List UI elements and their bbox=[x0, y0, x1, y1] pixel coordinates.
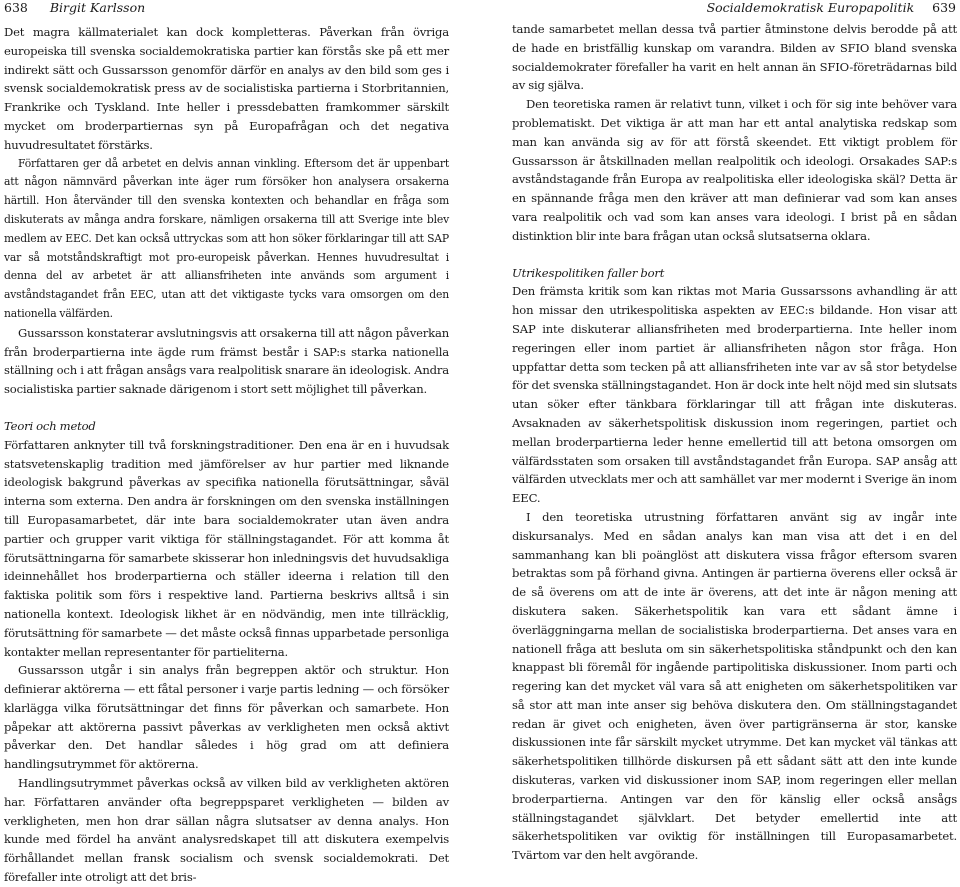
paragraph: Författaren anknyter till två forskningstraditioner. Den ena är en i huvudsak statsvetenskaplig tradition med jämförelser av hur partier med liknande ideologisk bakgrund påverkas av specifika nationella förutsättningar, såväl interna som externa. Den andra är forskningen om den svenska inställningen till Europasamarbetet, där inte bara socialdemokrater utan även andra partier och grupper varit viktiga för ställningstagandet. För att komma åt förutsättningarna för samarbete skisserar hon inledningsvis det huvudsakliga ideinnehållet hos broderpartierna och ställer ideerna i relation till den faktiska politik som förs i respektive land. Partierna beskrivs alltså i sin nationella kontext. Ideologisk likhet är en nödvändig, men inte tillräcklig, förutsättning för samarbete — det måste också finnas upparbetade personliga kontakter mellan representanter för partieliterna. bbox=[4, 437, 449, 659]
paragraph: Det magra källmaterialet kan dock kompletteras. Påverkan från övriga europeiska till svenska socialdemokratiska partier kan förstås ske på ett mer indirekt sätt och Gussarsson genomför därför en analys av den bild som ges i svensk socialdemokratisk press av de socialistiska partierna i Storbritannien, Frankrike och Tyskland. Inte heller i pressdebatten framkommer särskilt mycket om broderpartiernas syn på Europafrågan och det negativa huvudresultatet förstärks. bbox=[4, 25, 449, 152]
right-page bbox=[512, 0, 957, 863]
paragraph: I den teoretiska utrustning författaren använt sig av ingår inte diskursanalys. Med en sådan analys kan man visa att det i en del sammanhang kan bli poänglöst att diskutera vissa frågor eftersom svaren betraktas som på förhand givna. Antingen är partierna överens eller också är de så överens om att de inte är överens, att det inte är någon mening att diskutera saken. Säkerhetspolitik kan vara ett sådant ämne i överläggningarna mellan de socialistiska broderpartierna. Det anses vara en nationell fråga att beslutа om sin säkerhetspolitiska ståndpunkt och den kan knappast bli föremål för ingående partipolitiska diskussioner. Inom parti och regering kan det mycket väl vara så att enigheten om säkerhetspolitiken var så stor att man inte anser sig behöva diskutera den. Om ställningstagandet redan är givet och enigheten, även över partigränserna är stor, kanske diskussionen inte får särskilt mycket utrymme. Det kan mycket väl tänkas att säkerhetspolitiken tillhörde diskursen på ett sådant sätt att den inte kunde diskuteras, varken vid diskussioner inom SAP, inom regeringen eller mellan broderpartierna. Antingen var den för känslig eller också ansågs ställningstagandet självklart. Det betyder emellertid inte att säkerhetspolitiken var oviktig för inställningen till Europasamarbetet. Tvärtom var den helt avgörande. bbox=[512, 509, 957, 863]
right-running-head bbox=[512, 0, 957, 16]
left-running-title: Birgit Karlsson bbox=[49, 0, 146, 15]
left-body-text bbox=[4, 23, 449, 887]
paragraph: Gussarsson utgår i sin analys från begreppen aktör och struktur. Hon definierar aktörerna — ett fåtal personer i varje partis ledning — och försöker klarlägga vilka förutsättningar det finns för påverkan och samarbete. Hon påpekar att aktörerna passivt påverkas av verkligheten men också aktivt påverkar den. Det handlar således i hög grad om att definiera handlingsutrymmet för aktörerna. bbox=[4, 663, 449, 772]
left-page-number: 638 bbox=[4, 0, 28, 15]
left-page bbox=[4, 0, 449, 885]
section-heading: Teori och metod bbox=[4, 418, 96, 433]
right-body-text bbox=[512, 20, 957, 865]
paragraph: Gussarsson konstaterar avslutningsvis att orsakerna till att någon påverkan från broderpartierna inte ägde rum främst består i SAP:s starka nationella ställning och i att frågan ansågs vara realpolitisk snarare än ideologisk. Andra socialistiska partier saknade därigenom i stort sett möjlighet till påverkan. bbox=[4, 325, 449, 397]
paragraph: Författaren ger då arbetet en delvis annan vinkling. Eftersom det är uppenbart att någon nämnvärd påverkan inte äger rum försöker hon analysera orsakerna härtill. Hon återvänder till den svenska kontexten och behandlar en fråga som diskuterats av många andra forskare, nämligen orsakerna till att Sverige inte blev medlem av EEC. Det kan också uttryckas som att hon söker förklaringar till att SAP var så motståndskraftigt mot pro-europeisk påverkan. Hennes huvudresultat i denna del av arbetet är att alliansfriheten inte används som argument i avståndstagandet från EEC, utan att det viktigaste tycks vara omsorgen om den nationella välfärden. bbox=[4, 156, 449, 320]
right-page-number: 639 bbox=[932, 0, 956, 15]
paragraph: Handlingsutrymmet påverkas också av vilken bild av verkligheten aktören har. Författaren använder ofta begreppsparet verkligheten — bilden av verkligheten, men hon drar sällan några slutsatser av denna analys. Hon kunde med fördel ha använt analysredskapet till att diskutera exempelvis förhållandet mellan fransk socialism och svensk socialdemokrati. Det förefaller inte otroligt att det bris- bbox=[4, 776, 449, 885]
right-running-title: Socialdemokratisk Europapolitik bbox=[706, 0, 915, 15]
paragraph: Den teoretiska ramen är relativt tunn, vilket i och för sig inte behöver vara problematiskt. Det viktiga är att man har ett antal analytiska redskap som man kan använda sig av för att förstå skeendet. Ett viktigt problem för Gussarsson är åtskillnaden mellan realpolitik och ideologi. Orsakades SAP:s avståndstagande från Europa av realpolitiska eller ideologiska skäl? Detta är en spännande fråga men den kräver att man definierar vad som kan anses vara realpolitik och vad som kan anses vara ideologi. I brist på en sådan distinktion blir inte bara frågan utan också slutsatserna oklara. bbox=[512, 97, 957, 243]
left-running-head bbox=[4, 0, 449, 16]
section-heading: Utrikespolitiken faller bort bbox=[512, 265, 665, 280]
paragraph: Den främsta kritik som kan riktas mot Maria Gussarssons avhandling är att hon missar den utrikespolitiska aspekten av EEC:s bildande. Hon visar att SAP inte diskuterar alliansfriheten med broderpartierna. Inte heller inom regeringen eller inom partiet är alliansfriheten någon stor fråga. Hon uppfattar detta som tecken på att alliansfriheten inte var av så stor betydelse för det svenska ställningstagandet. Hon är dock inte helt nöjd med sin slutsats utan söker efter tänkbara förklaringar till att frågan inte diskuteras. Avsaknaden av säkerhetspolitisk diskussion inom regeringen, partiet och mellan broderpartierna leder henne emellertid till att betona omsorgen om välfärdsstaten som orsaken till avståndstagandet från Europa. SAP ansåg att välfärden utvecklats mer och att samhället var mer modernt i Sverige än inom EEC. bbox=[512, 284, 957, 506]
paragraph: tande samarbetet mellan dessa två partier åtminstone delvis berodde på att de hade en bristfällig kunskap om varandra. Bilden av SFIO bland svenska socialdemokrater förefaller ha varit en helt annan än SFIO-företrädarnas bild av sig själva. bbox=[512, 22, 957, 93]
